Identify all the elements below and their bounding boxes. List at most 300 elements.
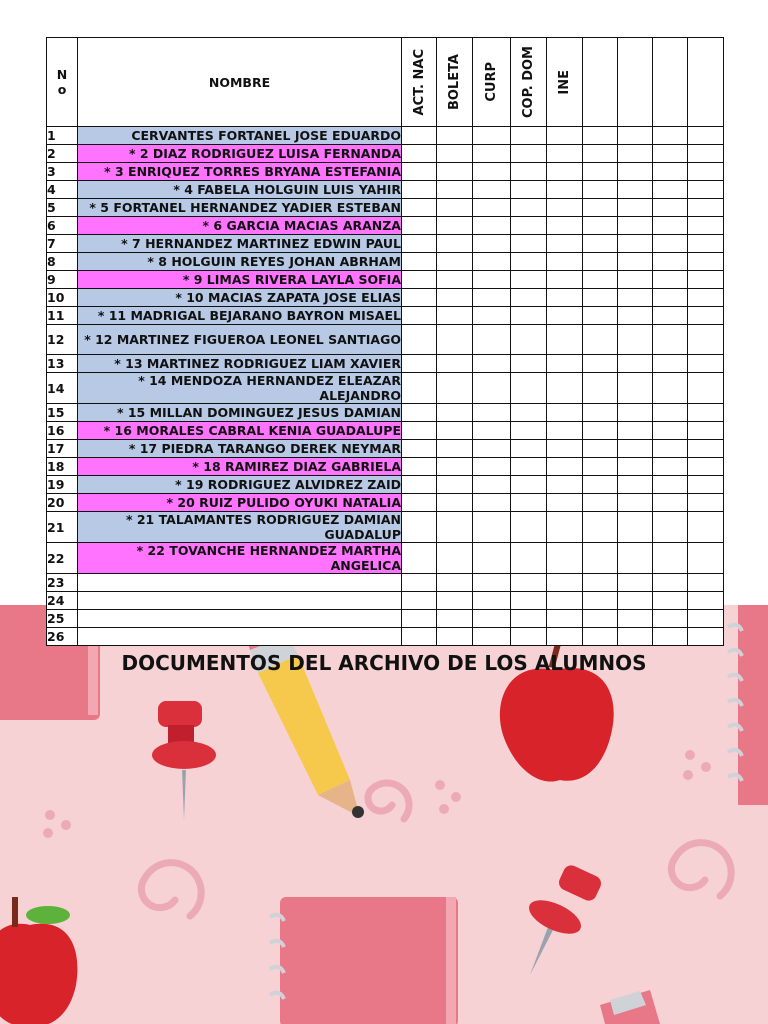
document-check-cell[interactable]	[402, 574, 437, 592]
document-check-cell[interactable]	[547, 253, 583, 271]
document-check-cell[interactable]	[583, 199, 618, 217]
document-check-cell[interactable]	[583, 127, 618, 145]
row-number: 20	[47, 494, 78, 512]
document-check-cell[interactable]	[473, 217, 511, 235]
student-name: * 3 ENRIQUEZ TORRES BRYANA ESTEFANIA	[78, 163, 402, 181]
document-check-cell[interactable]	[437, 610, 473, 628]
document-check-cell[interactable]	[547, 512, 583, 543]
document-check-cell[interactable]	[437, 199, 473, 217]
document-check-cell[interactable]	[688, 574, 724, 592]
document-check-cell[interactable]	[547, 574, 583, 592]
document-check-cell[interactable]	[437, 289, 473, 307]
document-check-cell[interactable]	[511, 422, 547, 440]
document-check-cell[interactable]	[688, 181, 724, 199]
document-check-cell[interactable]	[547, 494, 583, 512]
document-check-cell[interactable]	[402, 610, 437, 628]
document-check-cell[interactable]	[688, 543, 724, 574]
header-label: CURP	[484, 62, 499, 102]
document-check-cell[interactable]	[653, 217, 688, 235]
notebook-icon	[728, 605, 768, 805]
row-number: 8	[47, 253, 78, 271]
document-check-cell[interactable]	[547, 289, 583, 307]
document-check-cell[interactable]	[653, 289, 688, 307]
student-name: * 6 GARCIA MACIAS ARANZA	[78, 217, 402, 235]
document-check-cell[interactable]	[547, 440, 583, 458]
student-name: * 2 DIAZ RODRIGUEZ LUISA FERNANDA	[78, 145, 402, 163]
document-check-cell[interactable]	[511, 628, 547, 646]
document-check-cell[interactable]	[688, 494, 724, 512]
student-name: * 18 RAMIREZ DIAZ GABRIELA	[78, 458, 402, 476]
document-check-cell[interactable]	[688, 325, 724, 355]
document-check-cell[interactable]	[437, 404, 473, 422]
student-name: * 12 MARTINEZ FIGUEROA LEONEL SANTIAGO	[78, 325, 402, 355]
document-check-cell[interactable]	[437, 494, 473, 512]
document-check-cell[interactable]	[511, 476, 547, 494]
table-row	[47, 307, 724, 325]
document-check-cell[interactable]	[653, 440, 688, 458]
document-check-cell[interactable]	[653, 628, 688, 646]
column-header-empty	[653, 38, 688, 127]
document-check-cell[interactable]	[437, 458, 473, 476]
document-check-cell[interactable]	[618, 181, 653, 199]
document-check-cell[interactable]	[688, 440, 724, 458]
document-check-cell[interactable]	[653, 494, 688, 512]
table-row	[47, 163, 724, 181]
document-check-cell[interactable]	[547, 422, 583, 440]
document-check-cell[interactable]	[583, 145, 618, 163]
document-check-cell[interactable]	[511, 289, 547, 307]
document-check-cell[interactable]	[688, 289, 724, 307]
document-check-cell[interactable]	[402, 404, 437, 422]
document-check-cell[interactable]	[547, 217, 583, 235]
document-check-cell[interactable]	[437, 440, 473, 458]
table-row	[47, 404, 724, 422]
table-row	[47, 235, 724, 253]
document-check-cell[interactable]	[402, 458, 437, 476]
document-check-cell[interactable]	[618, 543, 653, 574]
document-check-cell[interactable]	[547, 458, 583, 476]
document-check-cell[interactable]	[511, 592, 547, 610]
document-check-cell[interactable]	[618, 355, 653, 373]
document-check-cell[interactable]	[402, 543, 437, 574]
document-check-cell[interactable]	[402, 145, 437, 163]
document-check-cell[interactable]	[688, 307, 724, 325]
document-check-cell[interactable]	[402, 271, 437, 289]
document-check-cell[interactable]	[511, 235, 547, 253]
document-check-cell[interactable]	[653, 199, 688, 217]
document-check-cell[interactable]	[437, 373, 473, 404]
document-check-cell[interactable]	[473, 610, 511, 628]
document-check-cell[interactable]	[583, 476, 618, 494]
document-check-cell[interactable]	[473, 307, 511, 325]
document-check-cell[interactable]	[437, 325, 473, 355]
document-check-cell[interactable]	[618, 440, 653, 458]
document-check-cell[interactable]	[688, 217, 724, 235]
row-number: 3	[47, 163, 78, 181]
document-check-cell[interactable]	[547, 163, 583, 181]
document-check-cell[interactable]	[547, 127, 583, 145]
document-check-cell[interactable]	[473, 235, 511, 253]
page-title: DOCUMENTOS DEL ARCHIVO DE LOS ALUMNOS	[121, 651, 647, 675]
row-number: 2	[47, 145, 78, 163]
student-name	[78, 592, 402, 610]
document-check-cell[interactable]	[402, 512, 437, 543]
row-number: 9	[47, 271, 78, 289]
document-check-cell[interactable]	[547, 610, 583, 628]
document-check-cell[interactable]	[547, 145, 583, 163]
row-number: 11	[47, 307, 78, 325]
document-check-cell[interactable]	[653, 355, 688, 373]
notebook-icon	[270, 897, 458, 1024]
document-check-cell[interactable]	[583, 355, 618, 373]
table-row	[47, 628, 724, 646]
document-check-cell[interactable]	[547, 325, 583, 355]
document-check-cell[interactable]	[583, 253, 618, 271]
document-check-cell[interactable]	[583, 163, 618, 181]
pushpin-icon	[152, 701, 216, 820]
document-check-cell[interactable]	[511, 458, 547, 476]
document-check-cell[interactable]	[511, 440, 547, 458]
column-header-empty	[688, 38, 724, 127]
column-header-act-nac	[402, 38, 437, 127]
document-check-cell[interactable]	[511, 574, 547, 592]
document-check-cell[interactable]	[437, 271, 473, 289]
document-check-cell[interactable]	[583, 494, 618, 512]
document-check-cell[interactable]	[618, 512, 653, 543]
document-check-cell[interactable]	[473, 127, 511, 145]
document-check-cell[interactable]	[547, 355, 583, 373]
document-check-cell[interactable]	[437, 628, 473, 646]
document-check-cell[interactable]	[618, 628, 653, 646]
document-check-cell[interactable]	[653, 325, 688, 355]
document-check-cell[interactable]	[473, 404, 511, 422]
document-check-cell[interactable]	[473, 440, 511, 458]
document-check-cell[interactable]	[688, 592, 724, 610]
table-row	[47, 355, 724, 373]
document-check-cell[interactable]	[473, 512, 511, 543]
document-check-cell[interactable]	[473, 355, 511, 373]
document-check-cell[interactable]	[511, 610, 547, 628]
document-check-cell[interactable]	[437, 127, 473, 145]
header-label: INE	[557, 69, 572, 95]
student-name: * 22 TOVANCHE HERNANDEZ MARTHA ANGELICA	[78, 543, 402, 574]
row-number: 12	[47, 325, 78, 355]
document-check-cell[interactable]	[402, 476, 437, 494]
document-check-cell[interactable]	[402, 163, 437, 181]
document-check-cell[interactable]	[511, 145, 547, 163]
table-row	[47, 494, 724, 512]
document-check-cell[interactable]	[583, 592, 618, 610]
document-check-cell[interactable]	[653, 373, 688, 404]
document-check-cell[interactable]	[583, 610, 618, 628]
table-row	[47, 373, 724, 404]
document-check-cell[interactable]	[547, 543, 583, 574]
document-check-cell[interactable]	[402, 307, 437, 325]
document-check-cell[interactable]	[511, 543, 547, 574]
student-name: * 14 MENDOZA HERNANDEZ ELEAZAR ALEJANDRO	[78, 373, 402, 404]
document-check-cell[interactable]	[583, 271, 618, 289]
table-row	[47, 271, 724, 289]
document-check-cell[interactable]	[653, 458, 688, 476]
document-check-cell[interactable]	[511, 494, 547, 512]
document-check-cell[interactable]	[583, 217, 618, 235]
document-check-cell[interactable]	[653, 145, 688, 163]
document-check-cell[interactable]	[437, 512, 473, 543]
document-check-cell[interactable]	[653, 404, 688, 422]
document-check-cell[interactable]	[402, 127, 437, 145]
document-check-cell[interactable]	[618, 476, 653, 494]
document-check-cell[interactable]	[618, 574, 653, 592]
document-check-cell[interactable]	[473, 628, 511, 646]
document-check-cell[interactable]	[618, 610, 653, 628]
document-check-cell[interactable]	[688, 199, 724, 217]
document-check-cell[interactable]	[653, 512, 688, 543]
document-check-cell[interactable]	[583, 422, 618, 440]
document-check-cell[interactable]	[653, 181, 688, 199]
document-check-cell[interactable]	[653, 543, 688, 574]
document-check-cell[interactable]	[437, 543, 473, 574]
document-check-cell[interactable]	[473, 325, 511, 355]
document-check-cell[interactable]	[653, 271, 688, 289]
document-check-cell[interactable]	[653, 235, 688, 253]
document-check-cell[interactable]	[688, 628, 724, 646]
document-check-cell[interactable]	[583, 458, 618, 476]
document-check-cell[interactable]	[618, 289, 653, 307]
document-check-cell[interactable]	[688, 355, 724, 373]
document-check-cell[interactable]	[583, 181, 618, 199]
document-check-cell[interactable]	[511, 325, 547, 355]
document-check-cell[interactable]	[688, 458, 724, 476]
document-check-cell[interactable]	[583, 543, 618, 574]
document-check-cell[interactable]	[473, 494, 511, 512]
document-check-cell[interactable]	[437, 307, 473, 325]
document-check-cell[interactable]	[402, 440, 437, 458]
document-check-cell[interactable]	[653, 476, 688, 494]
document-check-cell[interactable]	[437, 253, 473, 271]
document-check-cell[interactable]	[688, 235, 724, 253]
row-number: 23	[47, 574, 78, 592]
table-row	[47, 543, 724, 574]
row-number: 17	[47, 440, 78, 458]
document-check-cell[interactable]	[618, 404, 653, 422]
document-check-cell[interactable]	[473, 476, 511, 494]
document-check-cell[interactable]	[688, 512, 724, 543]
document-check-cell[interactable]	[653, 422, 688, 440]
column-header-no	[47, 38, 78, 127]
dots-decoration	[43, 750, 711, 838]
document-check-cell[interactable]	[402, 355, 437, 373]
document-check-cell[interactable]	[618, 235, 653, 253]
document-check-cell[interactable]	[653, 163, 688, 181]
student-name	[78, 628, 402, 646]
document-check-cell[interactable]	[583, 307, 618, 325]
document-check-cell[interactable]	[511, 181, 547, 199]
document-check-cell[interactable]	[473, 422, 511, 440]
document-check-cell[interactable]	[511, 253, 547, 271]
document-check-cell[interactable]	[547, 307, 583, 325]
row-number: 6	[47, 217, 78, 235]
table-row	[47, 181, 724, 199]
document-check-cell[interactable]	[437, 592, 473, 610]
document-check-cell[interactable]	[511, 127, 547, 145]
document-check-cell[interactable]	[688, 271, 724, 289]
document-check-cell[interactable]	[402, 592, 437, 610]
document-check-cell[interactable]	[402, 373, 437, 404]
document-check-cell[interactable]	[547, 404, 583, 422]
document-check-cell[interactable]	[437, 235, 473, 253]
document-check-cell[interactable]	[618, 199, 653, 217]
document-check-cell[interactable]	[618, 127, 653, 145]
document-check-cell[interactable]	[547, 476, 583, 494]
document-check-cell[interactable]	[473, 271, 511, 289]
document-check-cell[interactable]	[688, 163, 724, 181]
document-check-cell[interactable]	[402, 628, 437, 646]
spiral-icon	[141, 783, 731, 916]
document-check-cell[interactable]	[473, 253, 511, 271]
document-check-cell[interactable]	[402, 181, 437, 199]
table-row	[47, 253, 724, 271]
row-number: 7	[47, 235, 78, 253]
column-header-ine	[547, 38, 583, 127]
document-check-cell[interactable]	[618, 307, 653, 325]
document-check-cell[interactable]	[547, 199, 583, 217]
document-check-cell[interactable]	[473, 373, 511, 404]
document-check-cell[interactable]	[583, 404, 618, 422]
row-number: 13	[47, 355, 78, 373]
document-check-cell[interactable]	[437, 476, 473, 494]
document-check-cell[interactable]	[688, 476, 724, 494]
document-check-cell[interactable]	[618, 373, 653, 404]
document-check-cell[interactable]	[653, 574, 688, 592]
document-check-cell[interactable]	[653, 610, 688, 628]
document-check-cell[interactable]	[618, 325, 653, 355]
document-check-cell[interactable]	[473, 163, 511, 181]
document-check-cell[interactable]	[473, 543, 511, 574]
document-check-cell[interactable]	[688, 422, 724, 440]
document-check-cell[interactable]	[437, 217, 473, 235]
document-check-cell[interactable]	[653, 253, 688, 271]
student-name: * 21 TALAMANTES RODRIGUEZ DAMIAN GUADALUP	[78, 512, 402, 543]
table-row	[47, 512, 724, 543]
document-check-cell[interactable]	[402, 235, 437, 253]
document-check-cell[interactable]	[473, 574, 511, 592]
document-check-cell[interactable]	[547, 181, 583, 199]
document-check-cell[interactable]	[473, 181, 511, 199]
document-check-cell[interactable]	[688, 253, 724, 271]
pushpin-icon	[524, 863, 603, 975]
document-check-cell[interactable]	[583, 440, 618, 458]
row-number: 15	[47, 404, 78, 422]
pencil-icon	[600, 990, 660, 1024]
table-row	[47, 325, 724, 355]
student-name: * 9 LIMAS RIVERA LAYLA SOFIA	[78, 271, 402, 289]
document-check-cell[interactable]	[547, 235, 583, 253]
student-name: CERVANTES FORTANEL JOSE EDUARDO	[78, 127, 402, 145]
document-check-cell[interactable]	[618, 145, 653, 163]
table-row	[47, 592, 724, 610]
document-check-cell[interactable]	[437, 355, 473, 373]
document-check-cell[interactable]	[511, 404, 547, 422]
document-check-cell[interactable]	[402, 289, 437, 307]
document-check-cell[interactable]	[653, 592, 688, 610]
document-check-cell[interactable]	[402, 422, 437, 440]
student-name: * 17 PIEDRA TARANGO DEREK NEYMAR	[78, 440, 402, 458]
document-check-cell[interactable]	[437, 574, 473, 592]
document-check-cell[interactable]	[402, 325, 437, 355]
row-number: 18	[47, 458, 78, 476]
document-check-cell[interactable]	[618, 494, 653, 512]
document-check-cell[interactable]	[583, 325, 618, 355]
document-check-cell[interactable]	[547, 628, 583, 646]
document-check-cell[interactable]	[437, 145, 473, 163]
table-row	[47, 610, 724, 628]
document-check-cell[interactable]	[583, 235, 618, 253]
document-check-cell[interactable]	[511, 355, 547, 373]
document-check-cell[interactable]	[473, 289, 511, 307]
document-check-cell[interactable]	[473, 592, 511, 610]
document-check-cell[interactable]	[583, 628, 618, 646]
document-check-cell[interactable]	[583, 289, 618, 307]
row-number: 24	[47, 592, 78, 610]
document-check-cell[interactable]	[618, 458, 653, 476]
document-check-cell[interactable]	[688, 127, 724, 145]
document-check-cell[interactable]	[437, 181, 473, 199]
document-check-cell[interactable]	[688, 404, 724, 422]
document-check-cell[interactable]	[618, 253, 653, 271]
row-number: 14	[47, 373, 78, 404]
document-check-cell[interactable]	[437, 163, 473, 181]
document-check-cell[interactable]	[402, 217, 437, 235]
document-check-cell[interactable]	[583, 512, 618, 543]
document-check-cell[interactable]	[473, 145, 511, 163]
header-label: COP. DOM	[521, 46, 536, 118]
document-check-cell[interactable]	[473, 458, 511, 476]
document-check-cell[interactable]	[511, 217, 547, 235]
document-check-cell[interactable]	[511, 271, 547, 289]
table-row	[47, 422, 724, 440]
document-check-cell[interactable]	[547, 373, 583, 404]
document-check-cell[interactable]	[547, 592, 583, 610]
document-check-cell[interactable]	[511, 163, 547, 181]
column-header-cop-dom	[511, 38, 547, 127]
document-check-cell[interactable]	[653, 307, 688, 325]
document-check-cell[interactable]	[437, 422, 473, 440]
document-check-cell[interactable]	[511, 307, 547, 325]
row-number: 22	[47, 543, 78, 574]
document-check-cell[interactable]	[653, 127, 688, 145]
document-check-cell[interactable]	[688, 610, 724, 628]
document-check-cell[interactable]	[511, 199, 547, 217]
document-check-cell[interactable]	[618, 163, 653, 181]
document-check-cell[interactable]	[583, 574, 618, 592]
document-check-cell[interactable]	[583, 373, 618, 404]
student-name	[78, 574, 402, 592]
document-check-cell[interactable]	[688, 145, 724, 163]
document-check-cell[interactable]	[688, 373, 724, 404]
document-check-cell[interactable]	[547, 271, 583, 289]
document-check-cell[interactable]	[511, 373, 547, 404]
document-check-cell[interactable]	[618, 271, 653, 289]
document-check-cell[interactable]	[618, 217, 653, 235]
table-row	[47, 289, 724, 307]
document-check-cell[interactable]	[473, 199, 511, 217]
document-check-cell[interactable]	[402, 494, 437, 512]
document-check-cell[interactable]	[402, 199, 437, 217]
document-check-cell[interactable]	[618, 592, 653, 610]
document-check-cell[interactable]	[402, 253, 437, 271]
document-check-cell[interactable]	[618, 422, 653, 440]
document-check-cell[interactable]	[511, 512, 547, 543]
